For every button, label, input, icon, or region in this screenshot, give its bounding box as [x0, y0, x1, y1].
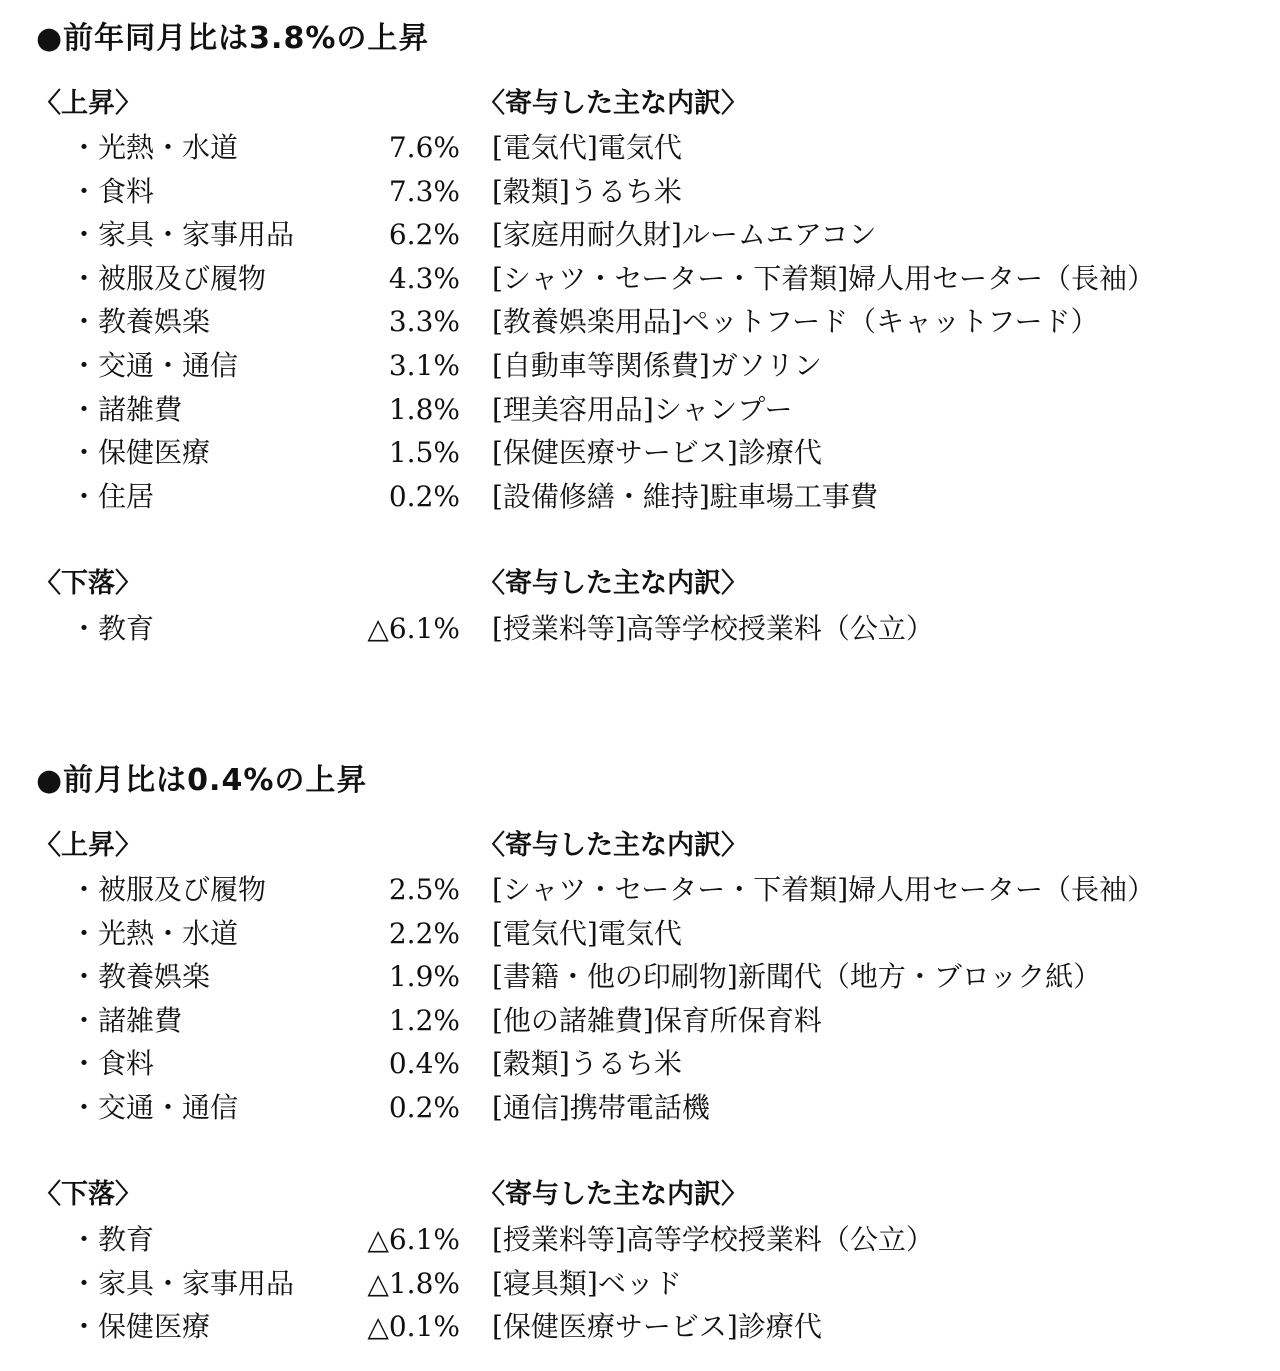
list-item: [0, 1044, 1280, 1084]
list-item: [0, 390, 1280, 430]
list-item: [0, 215, 1280, 255]
list-item: [0, 477, 1280, 517]
mom-down-label: 〈下落〉: [34, 1179, 142, 1210]
percent-change: 0.2%: [388, 1091, 460, 1124]
contribution-detail: [通信]携帯電話機: [492, 1091, 710, 1124]
category-name: 教養娯楽: [98, 960, 211, 994]
yoy-heading: ●前年同月比は3.8%の上昇: [36, 21, 430, 56]
percent-change: 3.3%: [388, 305, 460, 339]
bullet-mark: ・: [70, 612, 99, 645]
percent-change: 1.2%: [388, 1003, 460, 1037]
list-item: [0, 433, 1280, 473]
mom-up-detail-label: 〈寄与した主な内訳〉: [478, 830, 748, 861]
contribution-detail: [穀類]うるち米: [492, 1047, 682, 1081]
contribution-detail: [保健医療サービス]診療代: [492, 1310, 822, 1344]
list-item: [0, 1001, 1280, 1041]
bullet-mark: ・: [70, 131, 99, 164]
bullet-mark: ・: [70, 392, 99, 426]
bullet-mark: ・: [70, 349, 99, 382]
percent-change: 1.5%: [388, 436, 460, 470]
percent-change: △1.8%: [367, 1266, 460, 1300]
contribution-detail: [寝具類]ベッド: [492, 1266, 682, 1300]
category-name: 食料: [98, 174, 155, 208]
category-name: 住居: [98, 479, 155, 513]
contribution-detail: [他の諸雑費]保育所保育料: [492, 1003, 822, 1037]
contribution-detail: [電気代]電気代: [492, 131, 682, 164]
category-name: 保健医療: [98, 436, 211, 470]
contribution-detail: [設備修繕・維持]駐車場工事費: [492, 479, 878, 513]
contribution-detail: [シャツ・セーター・下着類]婦人用セーター（長袖）: [492, 873, 1156, 906]
percent-change: 3.1%: [388, 349, 460, 382]
contribution-detail: [自動車等関係費]ガソリン: [492, 349, 822, 382]
bullet-mark: ・: [70, 218, 99, 252]
list-item: [0, 346, 1280, 386]
yoy-up-detail-label: 〈寄与した主な内訳〉: [478, 88, 748, 119]
contribution-detail: [書籍・他の印刷物]新聞代（地方・ブロック紙）: [492, 960, 1102, 994]
bullet-mark: ・: [70, 1003, 99, 1037]
percent-change: △0.1%: [367, 1310, 460, 1344]
category-name: 家具・家事用品: [98, 218, 295, 252]
percent-change: 7.3%: [388, 174, 460, 208]
percent-change: 1.9%: [388, 960, 460, 994]
contribution-detail: [授業料等]高等学校授業料（公立）: [492, 612, 934, 645]
bullet-mark: ・: [70, 436, 99, 470]
list-item: [0, 259, 1280, 299]
mom-down-detail-label: 〈寄与した主な内訳〉: [478, 1179, 748, 1210]
category-name: 教養娯楽: [98, 305, 211, 339]
percent-change: 0.4%: [388, 1047, 460, 1081]
bullet-mark: ・: [70, 1266, 99, 1300]
category-name: 教育: [98, 612, 155, 645]
bullet-mark: ・: [70, 174, 99, 208]
contribution-detail: [電気代]電気代: [492, 916, 682, 950]
percent-change: 6.2%: [388, 218, 460, 252]
contribution-detail: [保健医療サービス]診療代: [492, 436, 822, 470]
category-name: 諸雑費: [98, 1003, 183, 1037]
list-item: [0, 1264, 1280, 1304]
percent-change: 2.5%: [388, 873, 460, 906]
yoy-up-label: 〈上昇〉: [34, 88, 142, 119]
contribution-detail: [教養娯楽用品]ペットフード（キャットフード）: [492, 305, 1099, 339]
contribution-detail: [家庭用耐久財]ルームエアコン: [492, 218, 877, 252]
contribution-detail: [授業料等]高等学校授業料（公立）: [492, 1223, 934, 1256]
bullet-mark: ・: [70, 960, 99, 994]
category-name: 教育: [98, 1223, 155, 1256]
category-name: 家具・家事用品: [98, 1266, 295, 1300]
category-name: 被服及び履物: [98, 261, 267, 295]
list-item: [0, 609, 1280, 649]
percent-change: △6.1%: [367, 1223, 460, 1256]
list-item: [0, 128, 1280, 168]
yoy-down-label: 〈下落〉: [34, 568, 142, 599]
bullet-mark: ・: [70, 479, 99, 513]
bullet-mark: ・: [70, 916, 99, 950]
list-item: [0, 172, 1280, 212]
list-item: [0, 1307, 1280, 1347]
category-name: 交通・通信: [98, 1091, 239, 1124]
bullet-mark: ・: [70, 305, 99, 339]
category-name: 諸雑費: [98, 392, 183, 426]
category-name: 被服及び履物: [98, 873, 267, 906]
contribution-detail: [穀類]うるち米: [492, 174, 682, 208]
bullet-mark: ・: [70, 1223, 99, 1256]
list-item: [0, 1088, 1280, 1128]
percent-change: 7.6%: [388, 131, 460, 164]
category-name: 交通・通信: [98, 349, 239, 382]
list-item: [0, 914, 1280, 954]
mom-heading: ●前月比は0.4%の上昇: [36, 763, 368, 798]
category-name: 光熱・水道: [98, 916, 239, 950]
percent-change: 0.2%: [388, 479, 460, 513]
percent-change: 2.2%: [388, 916, 460, 950]
percent-change: △6.1%: [367, 612, 460, 645]
list-item: [0, 302, 1280, 342]
bullet-mark: ・: [70, 1091, 99, 1124]
percent-change: 4.3%: [388, 261, 460, 295]
bullet-mark: ・: [70, 1310, 99, 1344]
category-name: 食料: [98, 1047, 155, 1081]
category-name: 保健医療: [98, 1310, 211, 1344]
list-item: [0, 870, 1280, 910]
bullet-mark: ・: [70, 873, 99, 906]
contribution-detail: [シャツ・セーター・下着類]婦人用セーター（長袖）: [492, 261, 1156, 295]
bullet-mark: ・: [70, 261, 99, 295]
mom-up-label: 〈上昇〉: [34, 830, 142, 861]
contribution-detail: [理美容用品]シャンプー: [492, 392, 793, 426]
category-name: 光熱・水道: [98, 131, 239, 164]
bullet-mark: ・: [70, 1047, 99, 1081]
list-item: [0, 1220, 1280, 1260]
percent-change: 1.8%: [388, 392, 460, 426]
yoy-down-detail-label: 〈寄与した主な内訳〉: [478, 568, 748, 599]
list-item: [0, 957, 1280, 997]
